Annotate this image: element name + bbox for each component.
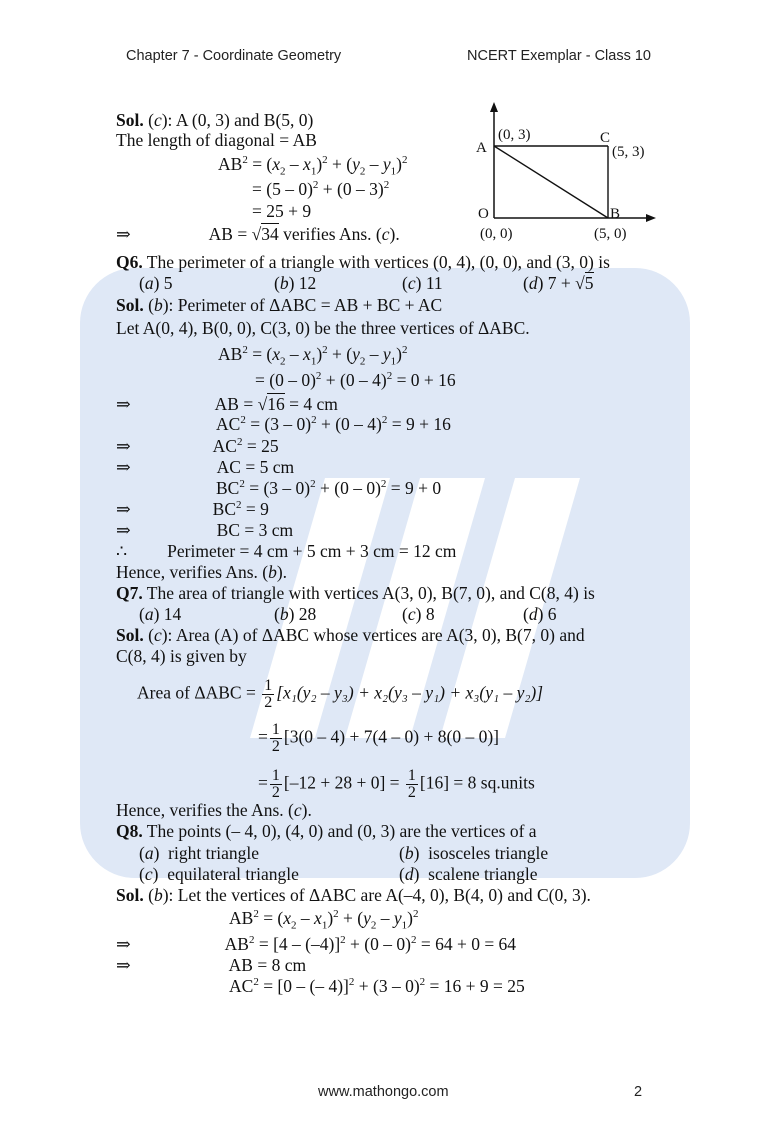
fig-label-B: B	[610, 206, 621, 222]
q8-sol-1: Sol. (b): Let the vertices of ΔABC are A(–4, 0), B(4, 0) and C(0, 3).	[116, 885, 591, 905]
q7-sol-1: Sol. (c): Area (A) of ΔABC whose vertices are A(3, 0), B(7, 0) and	[116, 625, 585, 645]
q8-eq-1: $AB^2 = (x_2 - x_1)^2 + (y_2 - y_1)^2$	[229, 908, 419, 932]
page-header-right: NCERT Exemplar - Class 10	[467, 48, 651, 64]
q5-result: ⇒ AB = √34 verifies Ans. (c).	[116, 224, 400, 244]
q5-formula: $AB^2 = (x_2 - x_1)^2 + (y_2 - y_1)^2$	[218, 154, 408, 178]
fig-label-C-coord: (5, 3)	[612, 144, 645, 160]
q6-eq-3: ⇒ AB = √16 = 4 cm	[116, 394, 338, 414]
fig-label-A-coord: (0, 3)	[498, 127, 531, 143]
q8-eq-2: ⇒ $AB^2 = [4 - (-4)]^2 + (0 - 0)^2 = 64 + 0 = 64$	[116, 934, 517, 954]
q7-area-formula: Area of ΔABC = $\frac{1}{2}$ [x₁(y₂ – y₃) + x₂(y₃ – y₁) + x₃(y₁ – y₂)]	[137, 677, 544, 711]
q6-eq-6: ⇒ AC = 5 cm	[116, 457, 295, 477]
fig-label-B-coord: (5, 0)	[594, 226, 627, 242]
q5-sol-line-2: The length of diagonal = AB	[116, 130, 317, 150]
q5-step-1: = (5 – 0)$^2$ + (0 – 3)$^2$	[252, 179, 390, 199]
q6-eq-5: ⇒ $AC^2 = 25$	[116, 436, 279, 456]
fig-label-O-coord: (0, 0)	[480, 226, 513, 242]
q6-eq-7: $BC^2 = (3 - 0)^2 + (0 - 0)^2 = 9 + 0$	[216, 478, 442, 498]
q6-hence: Hence, verifies Ans. (b).	[116, 562, 288, 582]
q7-sol-2: C(8, 4) is given by	[116, 646, 247, 666]
q6-sol-2: Let A(0, 4), B(0, 0), C(3, 0) be the three vertices of ΔABC.	[116, 318, 530, 338]
q6-eq-1: $AB^2 = (x_2 - x_1)^2 + (y_2 - y_1)^2$	[218, 344, 408, 368]
page-header-left: Chapter 7 - Coordinate Geometry	[126, 48, 342, 64]
coordinate-figure	[466, 100, 666, 250]
q6-eq-2: = (0 – 0)$^2$ + (0 – 4)$^2$ = 0 + 16	[255, 370, 456, 390]
q5-sol-line-1: Sol. (c): A (0, 3) and B(5, 0)	[116, 110, 314, 130]
q5-step-2: = 25 + 9	[252, 201, 312, 221]
fig-label-A: A	[476, 140, 487, 156]
q8-question: Q8. The points (– 4, 0), (4, 0) and (0, 3) are the vertices of a	[116, 821, 537, 841]
footer-url[interactable]: www.mathongo.com	[318, 1084, 449, 1100]
q7-area-step-2: = $\frac{1}{2}$ [–12 + 28 + 0] = $\frac{1}{2}$ [16] = 8 sq.units	[258, 767, 535, 801]
q6-sol-1: Sol. (b): Perimeter of ΔABC = AB + BC + AC	[116, 295, 443, 315]
q6-eq-4: $AC^2 = (3 - 0)^2 + (0 - 4)^2 = 9 + 16$	[216, 414, 451, 434]
q8-eq-3: ⇒ AB = 8 cm	[116, 955, 307, 975]
page-number: 2	[634, 1084, 643, 1100]
q6-perimeter: ∴ Perimeter = 4 cm + 5 cm + 3 cm = 12 cm	[116, 541, 457, 561]
q8-eq-4: $AC^2 = [0$ – (– 4)]$^2$ + (3 – 0)$^2$ = 16 + 9 = 25	[229, 976, 525, 996]
q7-hence: Hence, verifies the Ans. (c).	[116, 800, 312, 820]
q7-question: Q7. The area of triangle with vertices A(3, 0), B(7, 0), and C(8, 4) is	[116, 583, 595, 603]
q6-question: Q6. The perimeter of a triangle with vertices (0, 4), (0, 0), and (3, 0) is	[116, 252, 610, 272]
fig-label-O: O	[478, 206, 489, 222]
fig-label-C: C	[600, 130, 611, 146]
q6-eq-8: ⇒ $BC^2 = 9$	[116, 499, 269, 519]
q7-area-step-1: = $\frac{1}{2}$ [3(0 – 4) + 7(4 – 0) + 8(0 – 0)]	[258, 721, 499, 755]
q6-eq-9: ⇒ BC = 3 cm	[116, 520, 294, 540]
